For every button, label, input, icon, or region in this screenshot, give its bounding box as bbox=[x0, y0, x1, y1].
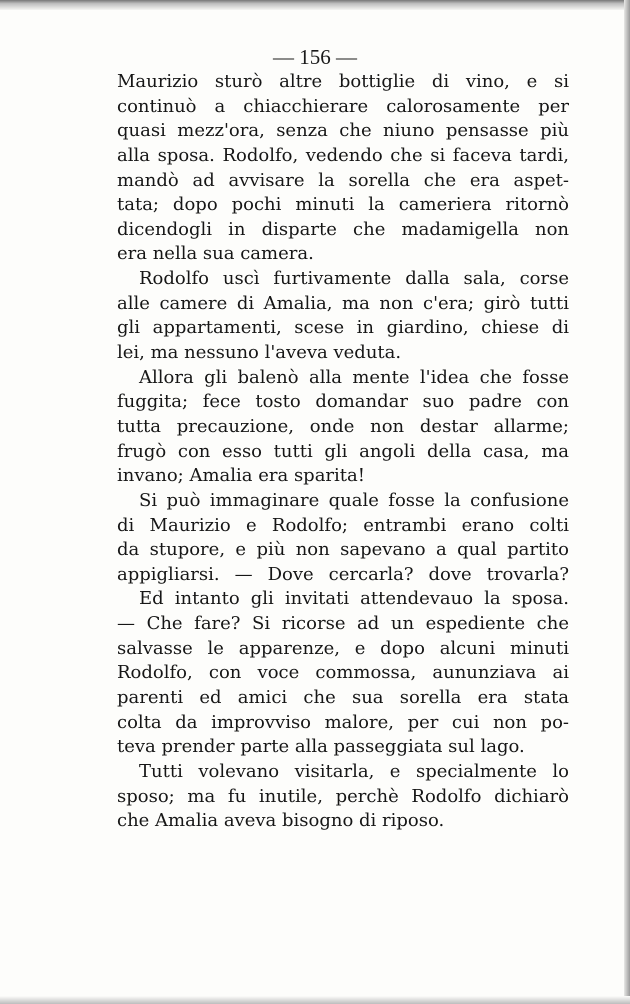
text-line: colta da improvviso malore, per cui non po- bbox=[117, 711, 569, 733]
text-line: Maurizio sturò altre bottiglie di vino, e si bbox=[117, 71, 569, 92]
text-line: Tutti volevano visitarla, e specialmente lo bbox=[139, 760, 569, 782]
text-line: tutta precauzione, onde non destar allarme; bbox=[117, 415, 569, 437]
text-line: da stupore, e più non sapevano a qual partito bbox=[117, 539, 569, 561]
text-line: di Maurizio e Rodolfo; entrambi erano colti bbox=[117, 514, 569, 536]
text-line: che Amalia aveva bisogno di riposo. bbox=[117, 810, 445, 832]
text-line: Rodolfo uscì furtivamente dalla sala, corse bbox=[139, 268, 569, 290]
text-line: tata; dopo pochi minuti la cameriera ritornò bbox=[117, 194, 569, 216]
text-line: salvasse le apparenze, e dopo alcuni minuti bbox=[117, 637, 569, 659]
text-line: alle camere di Amalia, ma non c'era; girò tutti bbox=[117, 292, 569, 314]
text-line: Allora gli balenò alla mente l'idea che fosse bbox=[139, 366, 569, 388]
text-line: Ed intanto gli invitati attendevauo la sposa. bbox=[139, 588, 569, 610]
text-line: invano; Amalia era sparita! bbox=[117, 465, 365, 487]
text-line: frugò con esso tutti gli angoli della casa, ma bbox=[117, 440, 569, 462]
text-line: — Che fare? Si ricorse ad un espediente che bbox=[117, 613, 569, 635]
text-line: dicendogli in disparte che madamigella non bbox=[117, 218, 569, 240]
text-line: sposo; ma fu inutile, perchè Rodolfo dichiarò bbox=[117, 785, 569, 807]
text-line: mandò ad avvisare la sorella che era aspet- bbox=[117, 169, 569, 191]
text-line: gli appartamenti, scese in giardino, chiese di bbox=[117, 317, 569, 339]
text-line: alla sposa. Rodolfo, vedendo che si faceva tardi, bbox=[117, 144, 569, 166]
page-number-header: — 156 — bbox=[273, 45, 357, 69]
text-line: Si può immaginare quale fosse la confusione bbox=[139, 489, 569, 511]
text-line: era nella sua camera. bbox=[117, 243, 314, 265]
page-top-edge bbox=[0, 0, 630, 10]
text-line: Rodolfo, con voce commossa, aununziava ai bbox=[117, 662, 569, 684]
text-line: lei, ma nessuno l'aveva veduta. bbox=[117, 342, 402, 364]
text-line: parenti ed amici che sua sorella era stata bbox=[117, 687, 569, 709]
text-line: fuggita; fece tosto domandar suo padre con bbox=[117, 391, 569, 413]
body-text bbox=[117, 70, 569, 834]
text-line: teva prender parte alla passeggiata sul lago. bbox=[117, 736, 525, 758]
page-right-edge bbox=[624, 0, 630, 1004]
text-line: appigliarsi. — Dove cercarla? dove trovarla? bbox=[117, 563, 569, 585]
text-line: continuò a chiacchierare calorosamente per bbox=[117, 95, 569, 117]
text-line: quasi mezz'ora, senza che niuno pensasse più bbox=[117, 120, 569, 142]
page-bottom-edge bbox=[0, 996, 630, 1004]
